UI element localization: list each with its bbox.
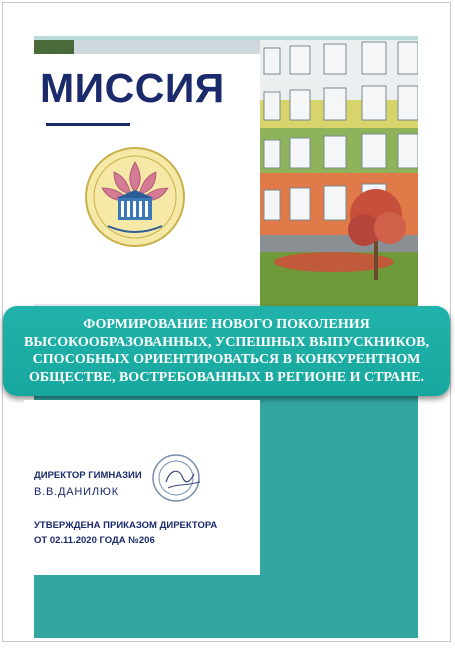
mission-text: ФОРМИРОВАНИЕ НОВОГО ПОКОЛЕНИЯ ВЫСОКООБРАЗОВАННЫХ, УСПЕШНЫХ ВЫПУСКНИКОВ, СПОСОБНЫХ ОРИЕНТИРОВАТЬСЯ В КОНКУРЕНТНОМ ОБЩЕСТВЕ, ВОСТРЕБОВАННЫХ В РЕГИОНЕ И СТРАНЕ.	[24, 317, 429, 385]
page-title: МИССИЯ	[40, 65, 225, 111]
approval-line-2: ОТ 02.11.2020 ГОДА №206	[34, 535, 155, 546]
title-underline	[46, 123, 130, 126]
approval-note	[34, 518, 217, 548]
approval-line-1: УТВЕРЖДЕНА ПРИКАЗОМ ДИРЕКТОРА	[34, 520, 218, 531]
director-name: В.В.ДАНИЛЮК	[34, 486, 119, 498]
gymnasium-emblem-icon	[84, 146, 186, 253]
director-title: ДИРЕКТОР ГИМНАЗИИ	[34, 470, 142, 481]
mission-banner	[3, 306, 450, 396]
signature-stamp-icon	[148, 452, 208, 509]
